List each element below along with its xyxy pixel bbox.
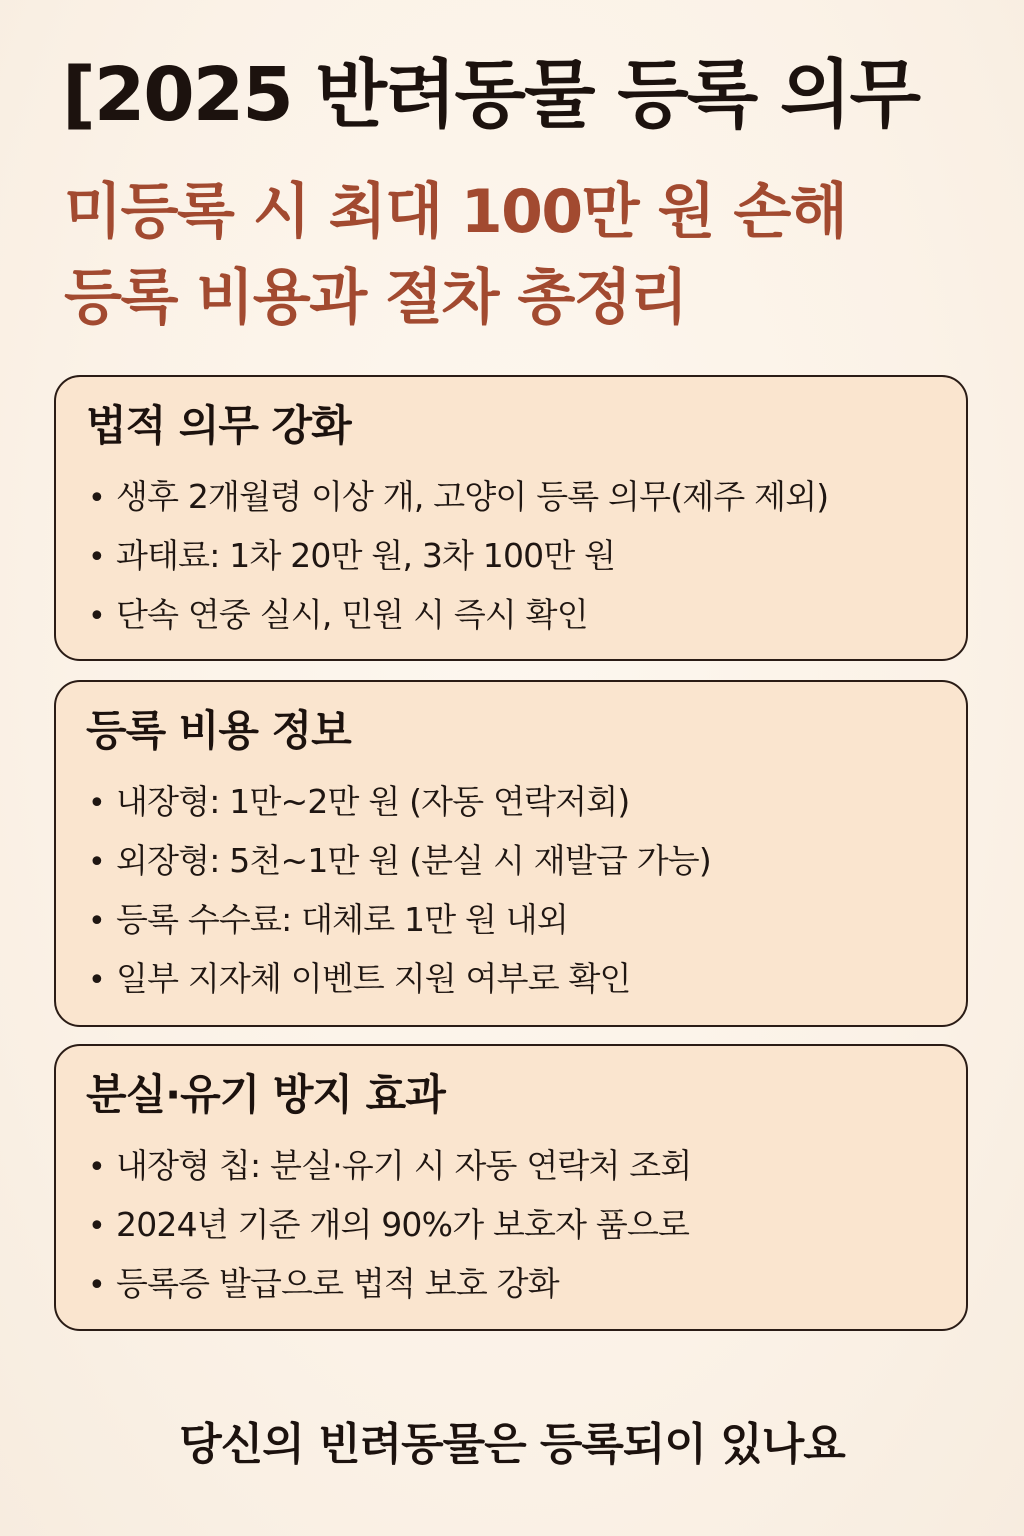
card-loss-prevention [54,1044,968,1331]
list-item-text: 생후 2개월령 이상 개, 고양이 등록 의무(제주 제외) [116,477,829,516]
card-title: 분실·유기 방지 효과 [86,1070,445,1119]
list-item [82,900,952,959]
card-legal-obligation [54,375,968,661]
bullet-icon: • [88,599,105,634]
list-item [82,1264,952,1323]
list-item-text: 외장형: 5천~1만 원 (분실 시 재발급 가능) [116,841,711,880]
list-item-text: 일부 지자체 이벤트 지원 여부로 확인 [116,959,631,998]
list-item [82,782,952,841]
list-item [82,595,952,654]
list-item [82,536,952,595]
list-item-text: 단속 연중 실시, 민원 시 즉시 확인 [116,595,588,634]
bullet-list [82,1146,952,1323]
list-item-text: 등록 수수료: 대체로 1만 원 내외 [116,900,568,939]
card-registration-cost [54,680,968,1027]
footer-question: 당신의 빈려동물은 등록되이 있나요 [179,1419,845,1470]
bullet-icon: • [88,963,105,998]
page-title: [2025 반려동물 등록 의무 [62,52,919,138]
bullet-icon: • [88,904,105,939]
bullet-icon: • [88,540,105,575]
card-title: 등록 비용 정보 [86,706,351,755]
list-item [82,841,952,900]
bullet-icon: • [88,1209,105,1244]
card-title: 법적 의무 강화 [86,401,351,450]
list-item-text: 2024년 기준 개의 90%가 보호자 품으로 [116,1205,690,1244]
bullet-icon: • [88,786,105,821]
list-item-text: 과태료: 1차 20만 원, 3차 100만 원 [116,536,616,575]
list-item-text: 내장형 칩: 분실·유기 시 자동 연락처 조회 [116,1146,692,1185]
bullet-list [82,477,952,654]
list-item [82,477,952,536]
bullet-icon: • [88,481,105,516]
list-item [82,1205,952,1264]
subtitle-line-1: 미등록 시 최대 100만 원 손해 [64,177,847,247]
bullet-icon: • [88,1150,105,1185]
bullet-list [82,782,952,1018]
bullet-icon: • [88,845,105,880]
list-item-text: 내장형: 1만~2만 원 (자동 연락저회) [116,782,630,821]
list-item [82,959,952,1018]
bullet-icon: • [88,1268,105,1303]
subtitle-line-2: 등록 비용과 절차 총정리 [64,263,687,333]
list-item-text: 등록증 발급으로 법적 보호 강화 [116,1264,559,1303]
list-item [82,1146,952,1205]
